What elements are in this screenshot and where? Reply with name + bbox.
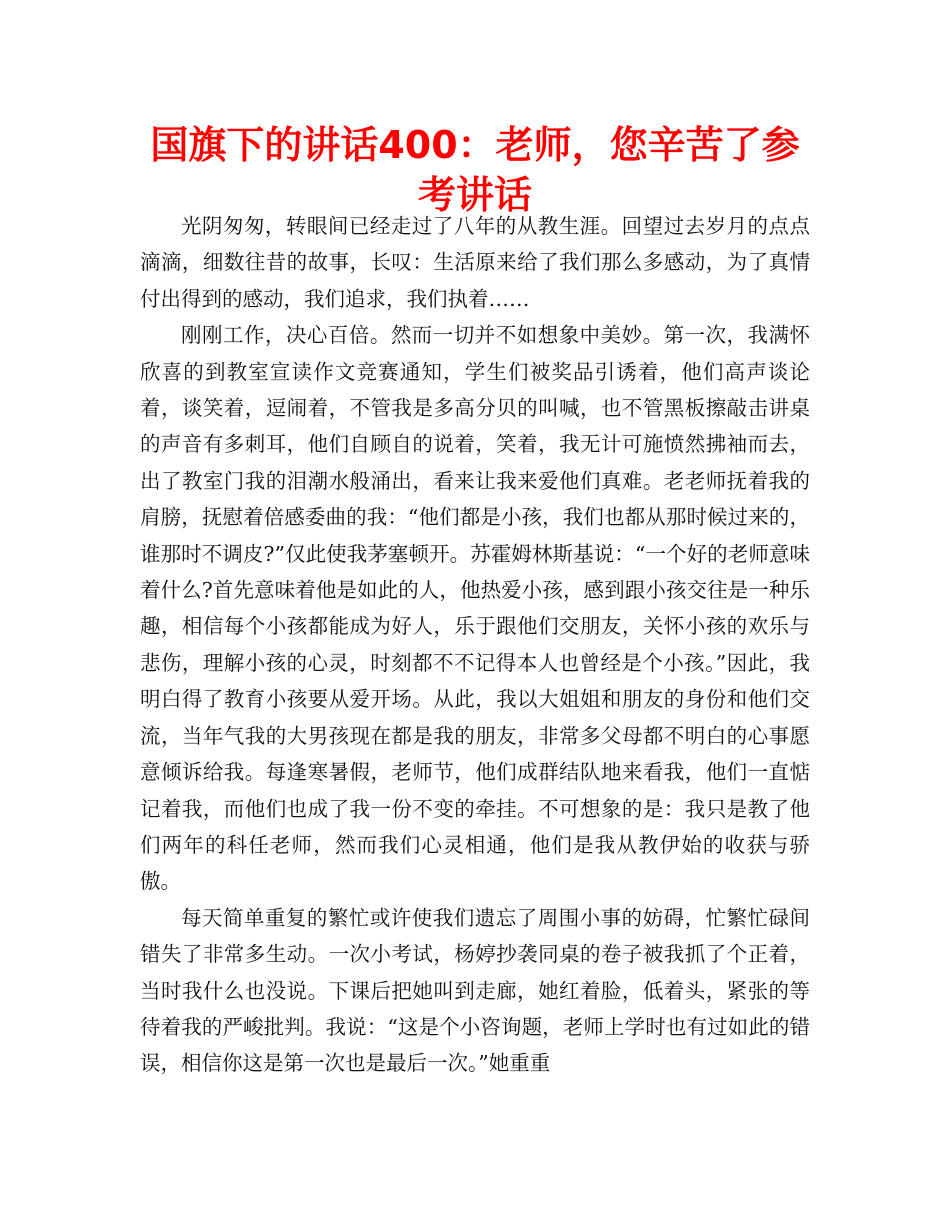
document-title: 国旗下的讲话400：老师，您辛苦了参考讲话 (150, 123, 800, 217)
paragraph-2: 刚刚工作，决心百倍。然而一切并不如想象中美妙。第一次，我满怀欣喜的到教室宣读作文竞赛通知，学生们被奖品引诱着，他们高声谈论着，谈笑着，逗闹着，不管我是多高分贝的叫喊，也不管黑板擦敲击讲桌的声音有多刺耳，他们自顾自的说着，笑着，我无计可施愤然拂袖而去，出了教室门我的泪潮水般涌出，看来让我来爱他们真难。老老师抚着我的肩膀，抚慰着倍感委曲的我：“他们都是小孩，我们也都从那时候过来的，谁那时不调皮?”仅此使我茅塞顿开。苏霍姆林斯基说：“一个好的老师意味着什么?首先意味着他是如此的人，他热爱小孩，感到跟小孩交往是一种乐趣，相信每个小孩都能成为好人，乐于跟他们交朋友，关怀小孩的欢乐与悲伤，理解小孩的心灵，时刻都不不记得本人也曾经是个小孩。”因此，我明白得了教育小孩要从爱开场。从此，我以大姐姐和朋友的身份和他们交流，当年气我的大男孩现在都是我的朋友，非常多父母都不明白的心事愿意倾诉给我。每逢寒暑假，老师节，他们成群结队地来看我，他们一直惦记着我，而他们也成了我一份不变的牵挂。不可想象的是：我只是教了他们两年的科任老师，然而我们心灵相通，他们是我从教伊始的收获与骄傲。 (140, 323, 810, 894)
paragraph-1: 光阴匆匆，转眼间已经走过了八年的从教生涯。回望过去岁月的点点滴滴，细数往昔的故事，长叹：生活原来给了我们那么多感动，为了真情付出得到的感动，我们追求，我们执着…… (140, 214, 810, 311)
paragraph-3: 每天简单重复的繁忙或许使我们遗忘了周围小事的妨碍，忙繁忙碌间错失了非常多生动。一次小考试，杨婷抄袭同桌的卷子被我抓了个正着，当时我什么也没说。下课后把她叫到走廊，她红着脸，低着头，紧张的等待着我的严峻批判。我说：“这是个小咨询题，老师上学时也有过如此的错误，相信你这是第一次也是最后一次。”她重重 (140, 905, 810, 1076)
document-body (140, 208, 810, 1082)
